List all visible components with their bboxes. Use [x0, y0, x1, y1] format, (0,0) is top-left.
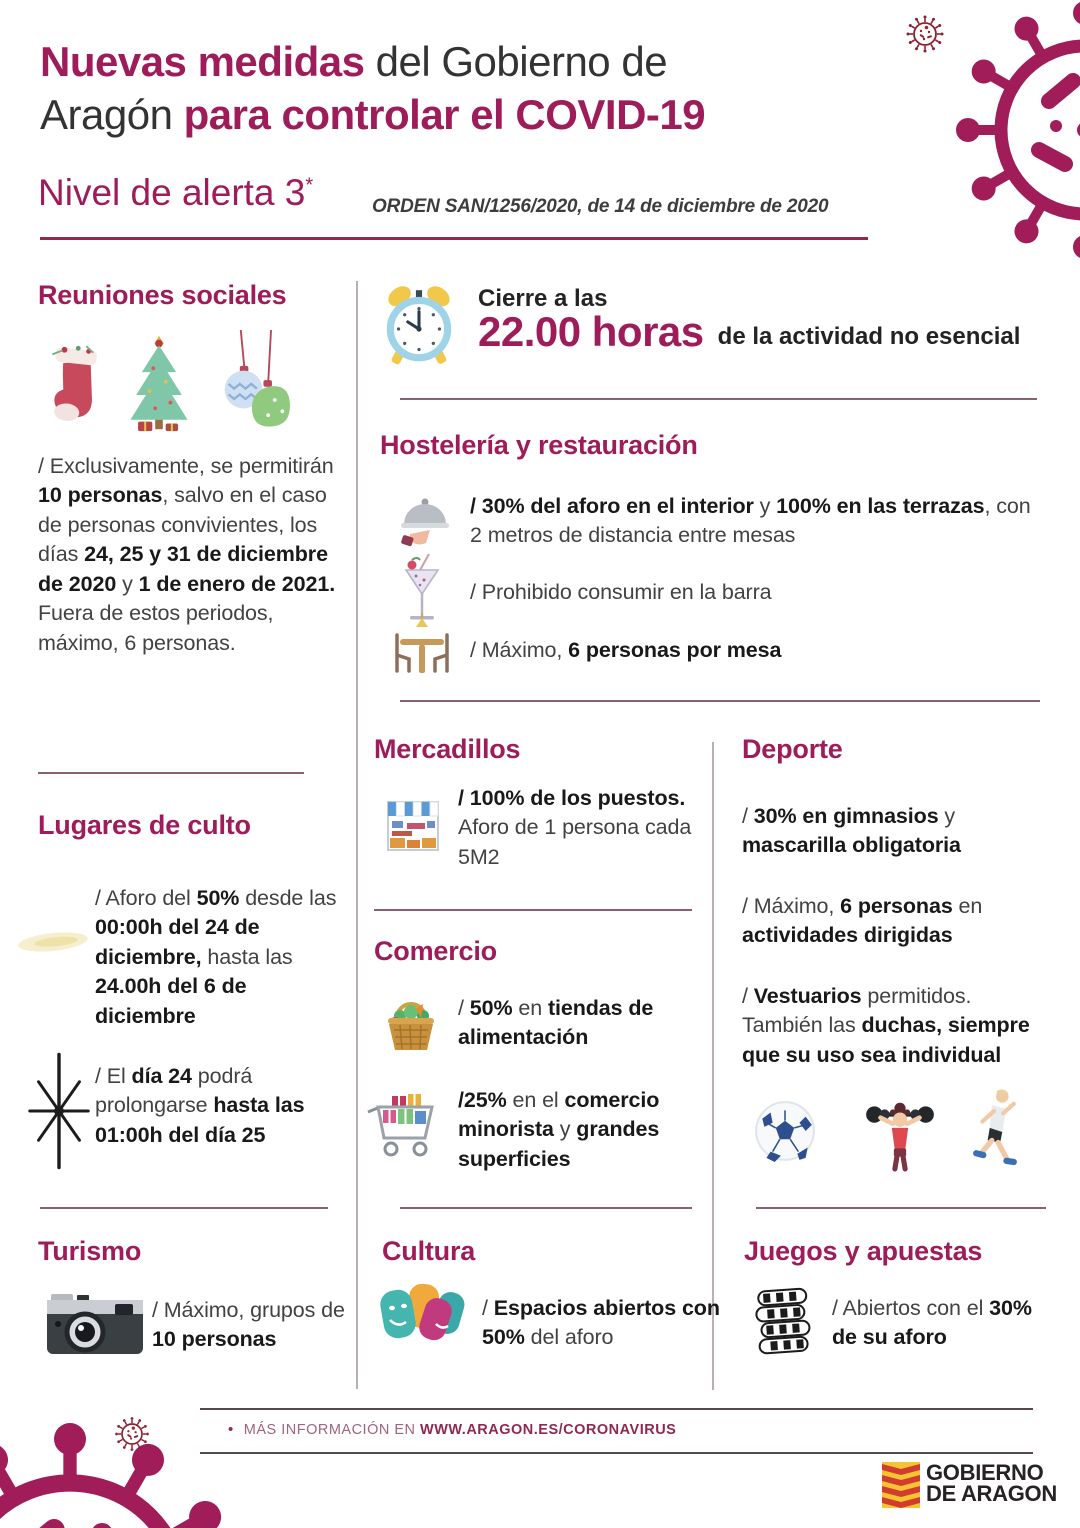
closure-time: 22.00 horas [478, 308, 704, 355]
left-divider-2 [40, 1207, 328, 1209]
culto-item-1: / Aforo del 50% desde las 00:00h del 24 de diciembre, hasta las 24.00h del 6 de diciembre [95, 886, 337, 1028]
comercio-item-2: /25% en el comercio minorista y grandes superficies [458, 1088, 660, 1171]
christmas-tree-icon [120, 334, 198, 434]
right-divider-bottom [756, 1207, 1046, 1209]
table-chairs-icon [390, 612, 454, 682]
gobierno-aragon-logo [926, 1462, 1057, 1505]
closure-divider [400, 398, 1037, 400]
closure-suffix: de la actividad no esencial [717, 323, 1021, 350]
closure-line2 [478, 308, 1020, 356]
hosteleria-item-3: / Máximo, 6 personas por mesa [470, 638, 782, 662]
footer-info-prefix: MÁS INFORMACIÓN EN [243, 1422, 421, 1438]
section-title-culto: Lugares de culto [38, 810, 251, 840]
vertical-divider-left [356, 281, 358, 1389]
closure-line1: Cierre a las [478, 285, 608, 312]
christmas-baubles-icon [214, 330, 294, 434]
market-stall-icon [382, 794, 444, 856]
alert-asterisk: * [305, 174, 314, 197]
poker-chips-icon [752, 1286, 816, 1358]
logo-line1: GOBIERNO [926, 1460, 1044, 1485]
page-title [40, 36, 890, 142]
order-reference: ORDEN SAN/1256/2020, de 14 de diciembre de 2020 [372, 196, 829, 217]
section-title-hosteleria: Hostelería y restauración [380, 430, 698, 460]
christmas-stocking-icon [42, 336, 100, 430]
left-divider-1 [38, 772, 304, 774]
deporte-item-2: / Máximo, 6 personas en actividades dirigidas [742, 894, 983, 948]
alarm-clock-icon [382, 282, 456, 372]
cultura-item: / Espacios abiertos con 50% del aforo [482, 1296, 720, 1350]
reuniones-paragraph: / Exclusivamente, se permitirán 10 personas, salvo en el caso de personas convivientes, los días 24, 25 y 31 de diciembre de 2020 y 1 de enero de 2021. Fuera de estos periodos, máximo, 6 personas. [38, 454, 336, 655]
hosteleria-item-1: / 30% del aforo en el interior y 100% en las terrazas, con 2 metros de distancia entre mesas [470, 494, 1031, 548]
vertical-divider-right [712, 742, 714, 1390]
comercio-item-1: / 50% en tiendas de alimentación [458, 996, 654, 1050]
big-virus-icon [935, 0, 1080, 280]
hosteleria-divider [400, 700, 1040, 702]
runner-icon [966, 1086, 1026, 1176]
logo-line2: DE ARAGON [926, 1481, 1057, 1507]
camera-icon [45, 1288, 145, 1360]
mercadillos-divider [374, 909, 692, 911]
section-title-comercio: Comercio [374, 936, 497, 966]
alert-level: Nivel de alerta 3* [38, 172, 314, 213]
hosteleria-item-2: / Prohibido consumir en la barra [470, 580, 772, 604]
soccer-ball-icon [752, 1098, 818, 1164]
culto-item-2: / El día 24 podrá prolongarse hasta las 01:00h del día 25 [95, 1064, 305, 1147]
section-title-cultura: Cultura [382, 1236, 476, 1266]
section-title-turismo: Turismo [38, 1236, 142, 1266]
small-virus-bottom-icon [112, 1414, 152, 1454]
serving-cloche-icon [398, 490, 452, 548]
comet-icon [14, 920, 92, 964]
footer-divider-top [200, 1408, 1033, 1410]
juegos-item: / Abiertos con el 30% de su aforo [832, 1296, 1032, 1350]
section-title-juegos: Juegos y apuestas [744, 1236, 983, 1266]
footer-info [228, 1421, 676, 1438]
weightlifter-icon [862, 1092, 938, 1172]
section-title-deporte: Deporte [742, 734, 843, 764]
theater-masks-icon [378, 1282, 470, 1350]
mercadillos-item: / 100% de los puestos. Aforo de 1 persona cada 5M2 [458, 786, 692, 869]
footer-divider-bottom [200, 1452, 1033, 1454]
page-title-line2: Aragón para controlar el COVID-19 [40, 90, 706, 138]
star-icon [20, 1052, 98, 1170]
header-divider [40, 237, 868, 240]
footer-info-link: WWW.ARAGON.ES/CORONAVIRUS [420, 1422, 677, 1438]
grocery-basket-icon [380, 992, 442, 1054]
turismo-item: / Máximo, grupos de 10 personas [152, 1298, 345, 1352]
deporte-item-3: / Vestuarios permitidos. También las duchas, siempre que su uso sea individual [742, 984, 1030, 1067]
section-title-reuniones: Reuniones sociales [38, 280, 287, 310]
aragon-flag-icon [882, 1462, 920, 1508]
shopping-cart-icon [364, 1080, 448, 1164]
footer-bullet: • [228, 1421, 234, 1438]
deporte-item-1: / 30% en gimnasios y mascarilla obligatoria [742, 804, 961, 858]
section-title-mercadillos: Mercadillos [374, 734, 521, 764]
middle-divider-bottom [400, 1207, 692, 1209]
page-title-line1: Nuevas medidas del Gobierno de [40, 38, 668, 85]
